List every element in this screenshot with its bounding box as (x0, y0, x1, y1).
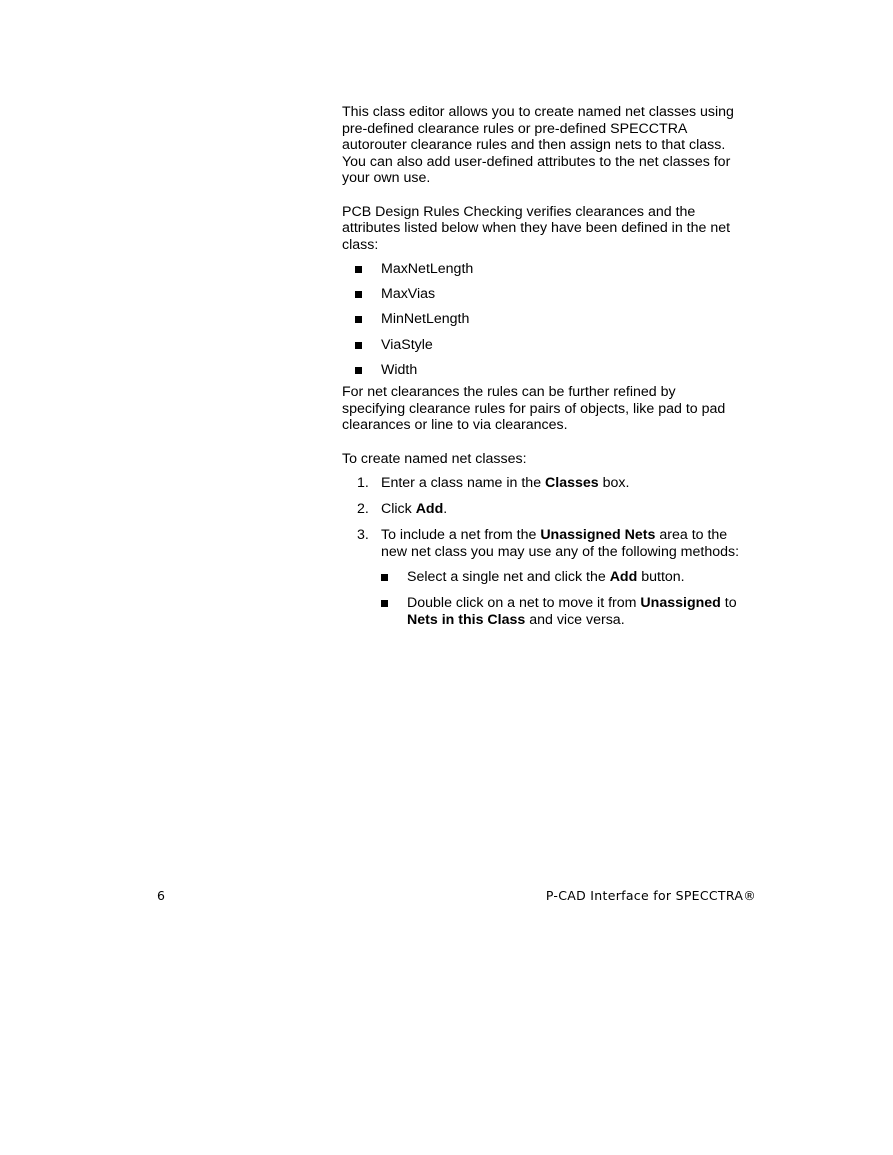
step-item: 1. Enter a class name in the Classes box. (357, 475, 630, 492)
page-number: 6 (157, 888, 166, 903)
step-number: 3. (357, 527, 369, 544)
list-item: Width (342, 362, 742, 379)
step-number: 1. (357, 475, 369, 492)
square-bullet-icon (381, 600, 388, 607)
step-list (342, 475, 742, 628)
square-bullet-icon (355, 367, 362, 374)
square-bullet-icon (355, 291, 362, 298)
footer-title: P-CAD Interface for SPECCTRA® (545, 888, 756, 903)
list-item: Select a single net and click the Add button. (381, 569, 742, 586)
step-number: 2. (357, 501, 369, 518)
list-item: MinNetLength (342, 311, 742, 328)
list-item: MaxVias (342, 286, 742, 303)
step-item: 2. Click Add. (357, 501, 448, 518)
list-item: MaxNetLength (342, 261, 742, 278)
square-bullet-icon (381, 574, 388, 581)
attribute-list (342, 261, 742, 378)
page-content (342, 104, 742, 638)
method-list (381, 569, 742, 628)
clearance-paragraph: For net clearances the rules can be further refined by specifying clearance rules for pairs of objects, like pad to pad clearances or line to via clearances. (342, 384, 726, 434)
howto-heading: To create named net classes: (342, 450, 527, 467)
square-bullet-icon (355, 316, 362, 323)
list-item: ViaStyle (342, 337, 742, 354)
intro-paragraph: This class editor allows you to create named net classes using pre-defined clearance rules or pre-defined SPECCTRA autorouter clearance rules and then assign nets to that class. You can also add user-defined attributes to the net classes for your own use. (342, 104, 734, 186)
drc-paragraph: PCB Design Rules Checking verifies clearances and the attributes listed below when they have been defined in the net class: (342, 203, 731, 253)
square-bullet-icon (355, 342, 362, 349)
step-item: 3. To include a net from the Unassigned Nets area to the new net class you may use any of the following methods: Select a single net and click the Add button. Double click on a net to move it from Unassigned to Nets in this Class and vice versa. (342, 527, 742, 628)
list-item: Double click on a net to move it from Unassigned to Nets in this Class and vice versa. (381, 595, 742, 628)
square-bullet-icon (355, 266, 362, 273)
